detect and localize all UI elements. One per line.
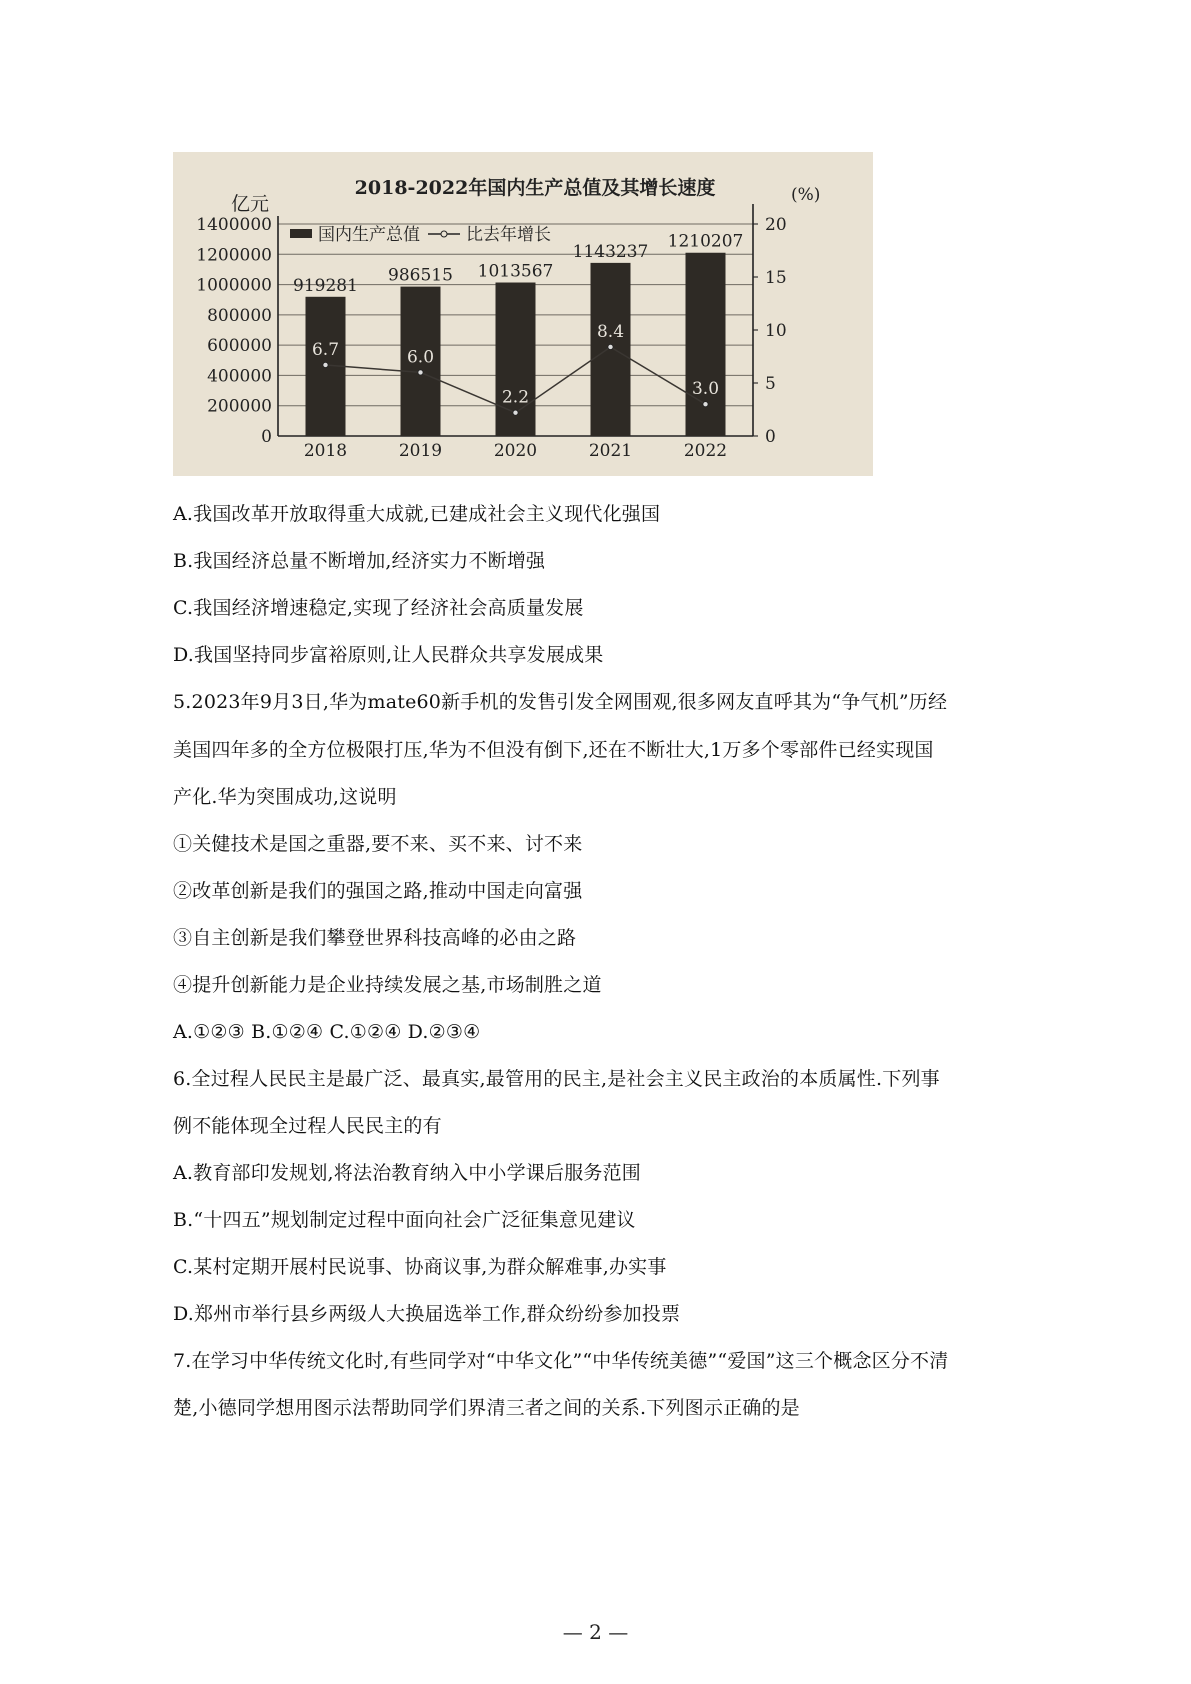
right-tick-label: 5 — [765, 374, 776, 394]
right-tick-label: 10 — [765, 321, 787, 341]
x-tick-label: 2020 — [493, 441, 538, 461]
growth-point — [608, 344, 613, 349]
growth-point — [513, 410, 518, 415]
gdp-bar — [686, 253, 726, 436]
growth-value-label: 2.2 — [501, 387, 530, 408]
q4-option-d: D.我国坚持同步富裕原则,让人民群众共享发展成果 — [173, 644, 604, 666]
q5-stem-line-1: 5.2023年9月3日,华为mate60新手机的发售引发全网围观,很多网友直呼其为“争气机”历经 — [173, 691, 948, 713]
legend-line-marker — [441, 231, 447, 237]
left-tick-label: 200000 — [207, 396, 272, 417]
growth-point — [418, 370, 423, 375]
left-axis-label: 亿元 — [231, 193, 270, 215]
legend-bar-label: 国内生产总值 — [318, 225, 420, 245]
right-axis-label: (%) — [791, 185, 821, 205]
left-tick-label: 1400000 — [196, 215, 272, 235]
q5-item-4: ④提升创新能力是企业持续发展之基,市场制胜之道 — [173, 974, 602, 996]
x-tick-label: 2019 — [398, 441, 443, 461]
q5-stem-line-2: 美国四年多的全方位极限打压,华为不但没有倒下,还在不断壮大,1万多个零部件已经实现国 — [173, 739, 934, 761]
q5-options: A.①②③ B.①②④ C.①②④ D.②③④ — [173, 1021, 481, 1043]
q6-stem-line-2: 例不能体现全过程人民民主的有 — [173, 1115, 442, 1137]
q6-stem-line-1: 6.全过程人民民主是最广泛、最真实,最管用的民主,是社会主义民主政治的本质属性.下列事 — [173, 1068, 940, 1090]
q5-item-3: ③自主创新是我们攀登世界科技高峰的必由之路 — [173, 927, 577, 949]
right-tick-label: 0 — [765, 427, 776, 447]
growth-value-label: 3.0 — [691, 379, 720, 400]
gdp-chart — [173, 152, 873, 476]
q5-item-1: ①关健技术是国之重器,要不来、买不来、讨不来 — [173, 833, 583, 855]
chart-title: 2018-2022年国内生产总值及其增长速度 — [354, 177, 716, 199]
legend-line-label: 比去年增长 — [466, 225, 551, 245]
q7-stem-line-1: 7.在学习中华传统文化时,有些同学对“中华文化”“中华传统美德”“爱国”这三个概念区分不清 — [173, 1350, 949, 1372]
growth-value-label: 8.4 — [596, 321, 625, 342]
growth-value-label: 6.7 — [311, 339, 340, 360]
gdp-bar-value-label: 1210207 — [667, 231, 744, 252]
q4-option-c: C.我国经济增速稳定,实现了经济社会高质量发展 — [173, 597, 584, 619]
right-tick-label: 15 — [765, 268, 787, 288]
q6-option-c: C.某村定期开展村民说事、协商议事,为群众解难事,办实事 — [173, 1256, 667, 1278]
growth-point — [323, 362, 328, 367]
q6-option-d: D.郑州市举行县乡两级人大换届选举工作,群众纷纷参加投票 — [173, 1303, 681, 1325]
left-tick-label: 0 — [261, 427, 272, 447]
left-tick-label: 600000 — [207, 336, 272, 357]
q6-option-a: A.教育部印发规划,将法治教育纳入中小学课后服务范围 — [173, 1162, 642, 1184]
q7-stem-line-2: 楚,小德同学想用图示法帮助同学们界清三者之间的关系.下列图示正确的是 — [173, 1397, 800, 1419]
q6-option-b: B.“十四五”规划制定过程中面向社会广泛征集意见建议 — [173, 1209, 636, 1231]
legend-bar-swatch — [290, 229, 312, 238]
q4-option-b: B.我国经济总量不断增加,经济实力不断增强 — [173, 550, 546, 572]
gdp-chart-svg — [173, 152, 873, 476]
growth-value-label: 6.0 — [406, 347, 435, 368]
left-tick-label: 1000000 — [196, 275, 272, 296]
x-tick-label: 2022 — [683, 441, 728, 461]
gdp-bar-value-label: 986515 — [388, 265, 453, 286]
right-tick-label: 20 — [765, 215, 787, 235]
left-tick-label: 1200000 — [196, 245, 272, 266]
left-tick-label: 400000 — [207, 366, 272, 387]
gdp-bar-value-label: 1013567 — [477, 261, 554, 282]
gdp-bar-value-label: 919281 — [293, 275, 358, 296]
page-number: — 2 — — [562, 1620, 629, 1644]
q4-option-a: A.我国改革开放取得重大成就,已建成社会主义现代化强国 — [173, 503, 661, 525]
left-tick-label: 800000 — [207, 305, 272, 326]
q5-item-2: ②改革创新是我们的强国之路,推动中国走向富强 — [173, 880, 583, 902]
x-tick-label: 2021 — [588, 441, 633, 461]
x-tick-label: 2018 — [303, 441, 348, 461]
gdp-bar-value-label: 1143237 — [572, 241, 649, 262]
q5-stem-line-3: 产化.华为突围成功,这说明 — [173, 786, 397, 808]
growth-point — [703, 402, 708, 407]
